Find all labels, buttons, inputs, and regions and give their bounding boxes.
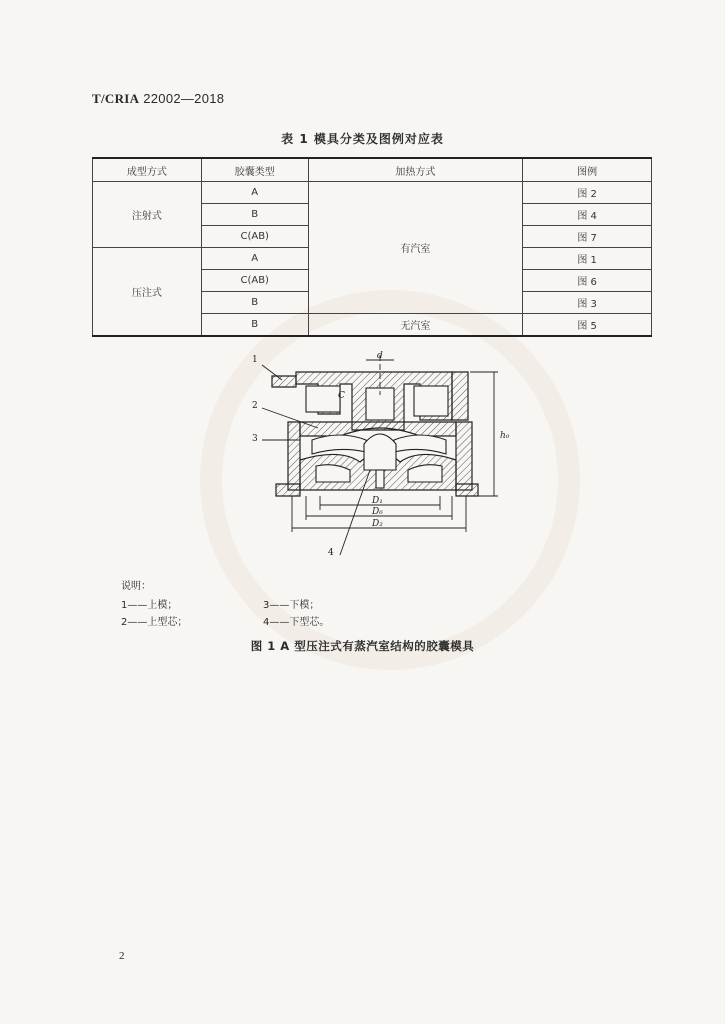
callout-4: 4 (328, 548, 334, 558)
label-d: d (377, 351, 383, 361)
cell-figure: 图 3 (523, 292, 652, 314)
label-h0: h₀ (500, 431, 510, 441)
callout-2: 2 (252, 401, 258, 411)
cell-type: B (201, 204, 308, 226)
cell-type: C(AB) (201, 226, 308, 248)
legend-item: 1——上模； (121, 600, 178, 611)
mold-cavities (306, 386, 448, 488)
table-caption: 表 1 模具分类及图例对应表 (281, 132, 444, 146)
standard-code-prefix: T/CRIA (92, 91, 140, 106)
header-molding-method: 成型方式 (93, 158, 202, 182)
label-c: C (338, 391, 345, 401)
table-header-row (93, 158, 652, 182)
cell-type: A (201, 182, 308, 204)
legend-item: 3——下模； (263, 600, 320, 611)
header-figure: 图例 (523, 158, 652, 182)
label-d2: D₂ (372, 519, 383, 529)
cell-type: A (201, 248, 308, 270)
cell-method-compression: 压注式 (93, 248, 202, 337)
table-row (93, 182, 652, 204)
capsule-mold-drawing (0, 340, 725, 570)
callout-3: 3 (252, 434, 258, 444)
cell-heating-with-chamber: 有汽室 (308, 182, 523, 314)
cell-type: B (201, 292, 308, 314)
callout-1: 1 (252, 355, 258, 365)
cell-method-injection: 注射式 (93, 182, 202, 248)
label-d6: D₆ (372, 507, 383, 517)
cell-figure: 图 2 (523, 182, 652, 204)
cell-type: C(AB) (201, 270, 308, 292)
standard-code (92, 91, 224, 107)
page-number: 2 (119, 950, 125, 962)
cell-figure: 图 5 (523, 314, 652, 337)
cell-figure: 图 4 (523, 204, 652, 226)
standard-code-number: 22002—2018 (143, 91, 225, 106)
cell-type: B (201, 314, 308, 337)
header-heating-method: 加热方式 (308, 158, 523, 182)
legend-item: 2——上型芯； (121, 617, 188, 628)
cell-figure: 图 7 (523, 226, 652, 248)
figure-caption: 图 1 A 型压注式有蒸汽室结构的胶囊模具 (250, 639, 475, 653)
cell-heating-without-chamber: 无汽室 (308, 314, 523, 337)
mold-classification-table (92, 157, 652, 337)
cell-figure: 图 6 (523, 270, 652, 292)
cell-figure: 图 1 (523, 248, 652, 270)
legend-title: 说明： (121, 581, 151, 592)
legend-item: 4——下型芯。 (263, 617, 330, 628)
header-capsule-type: 胶囊类型 (201, 158, 308, 182)
label-d1: D₁ (372, 496, 383, 506)
